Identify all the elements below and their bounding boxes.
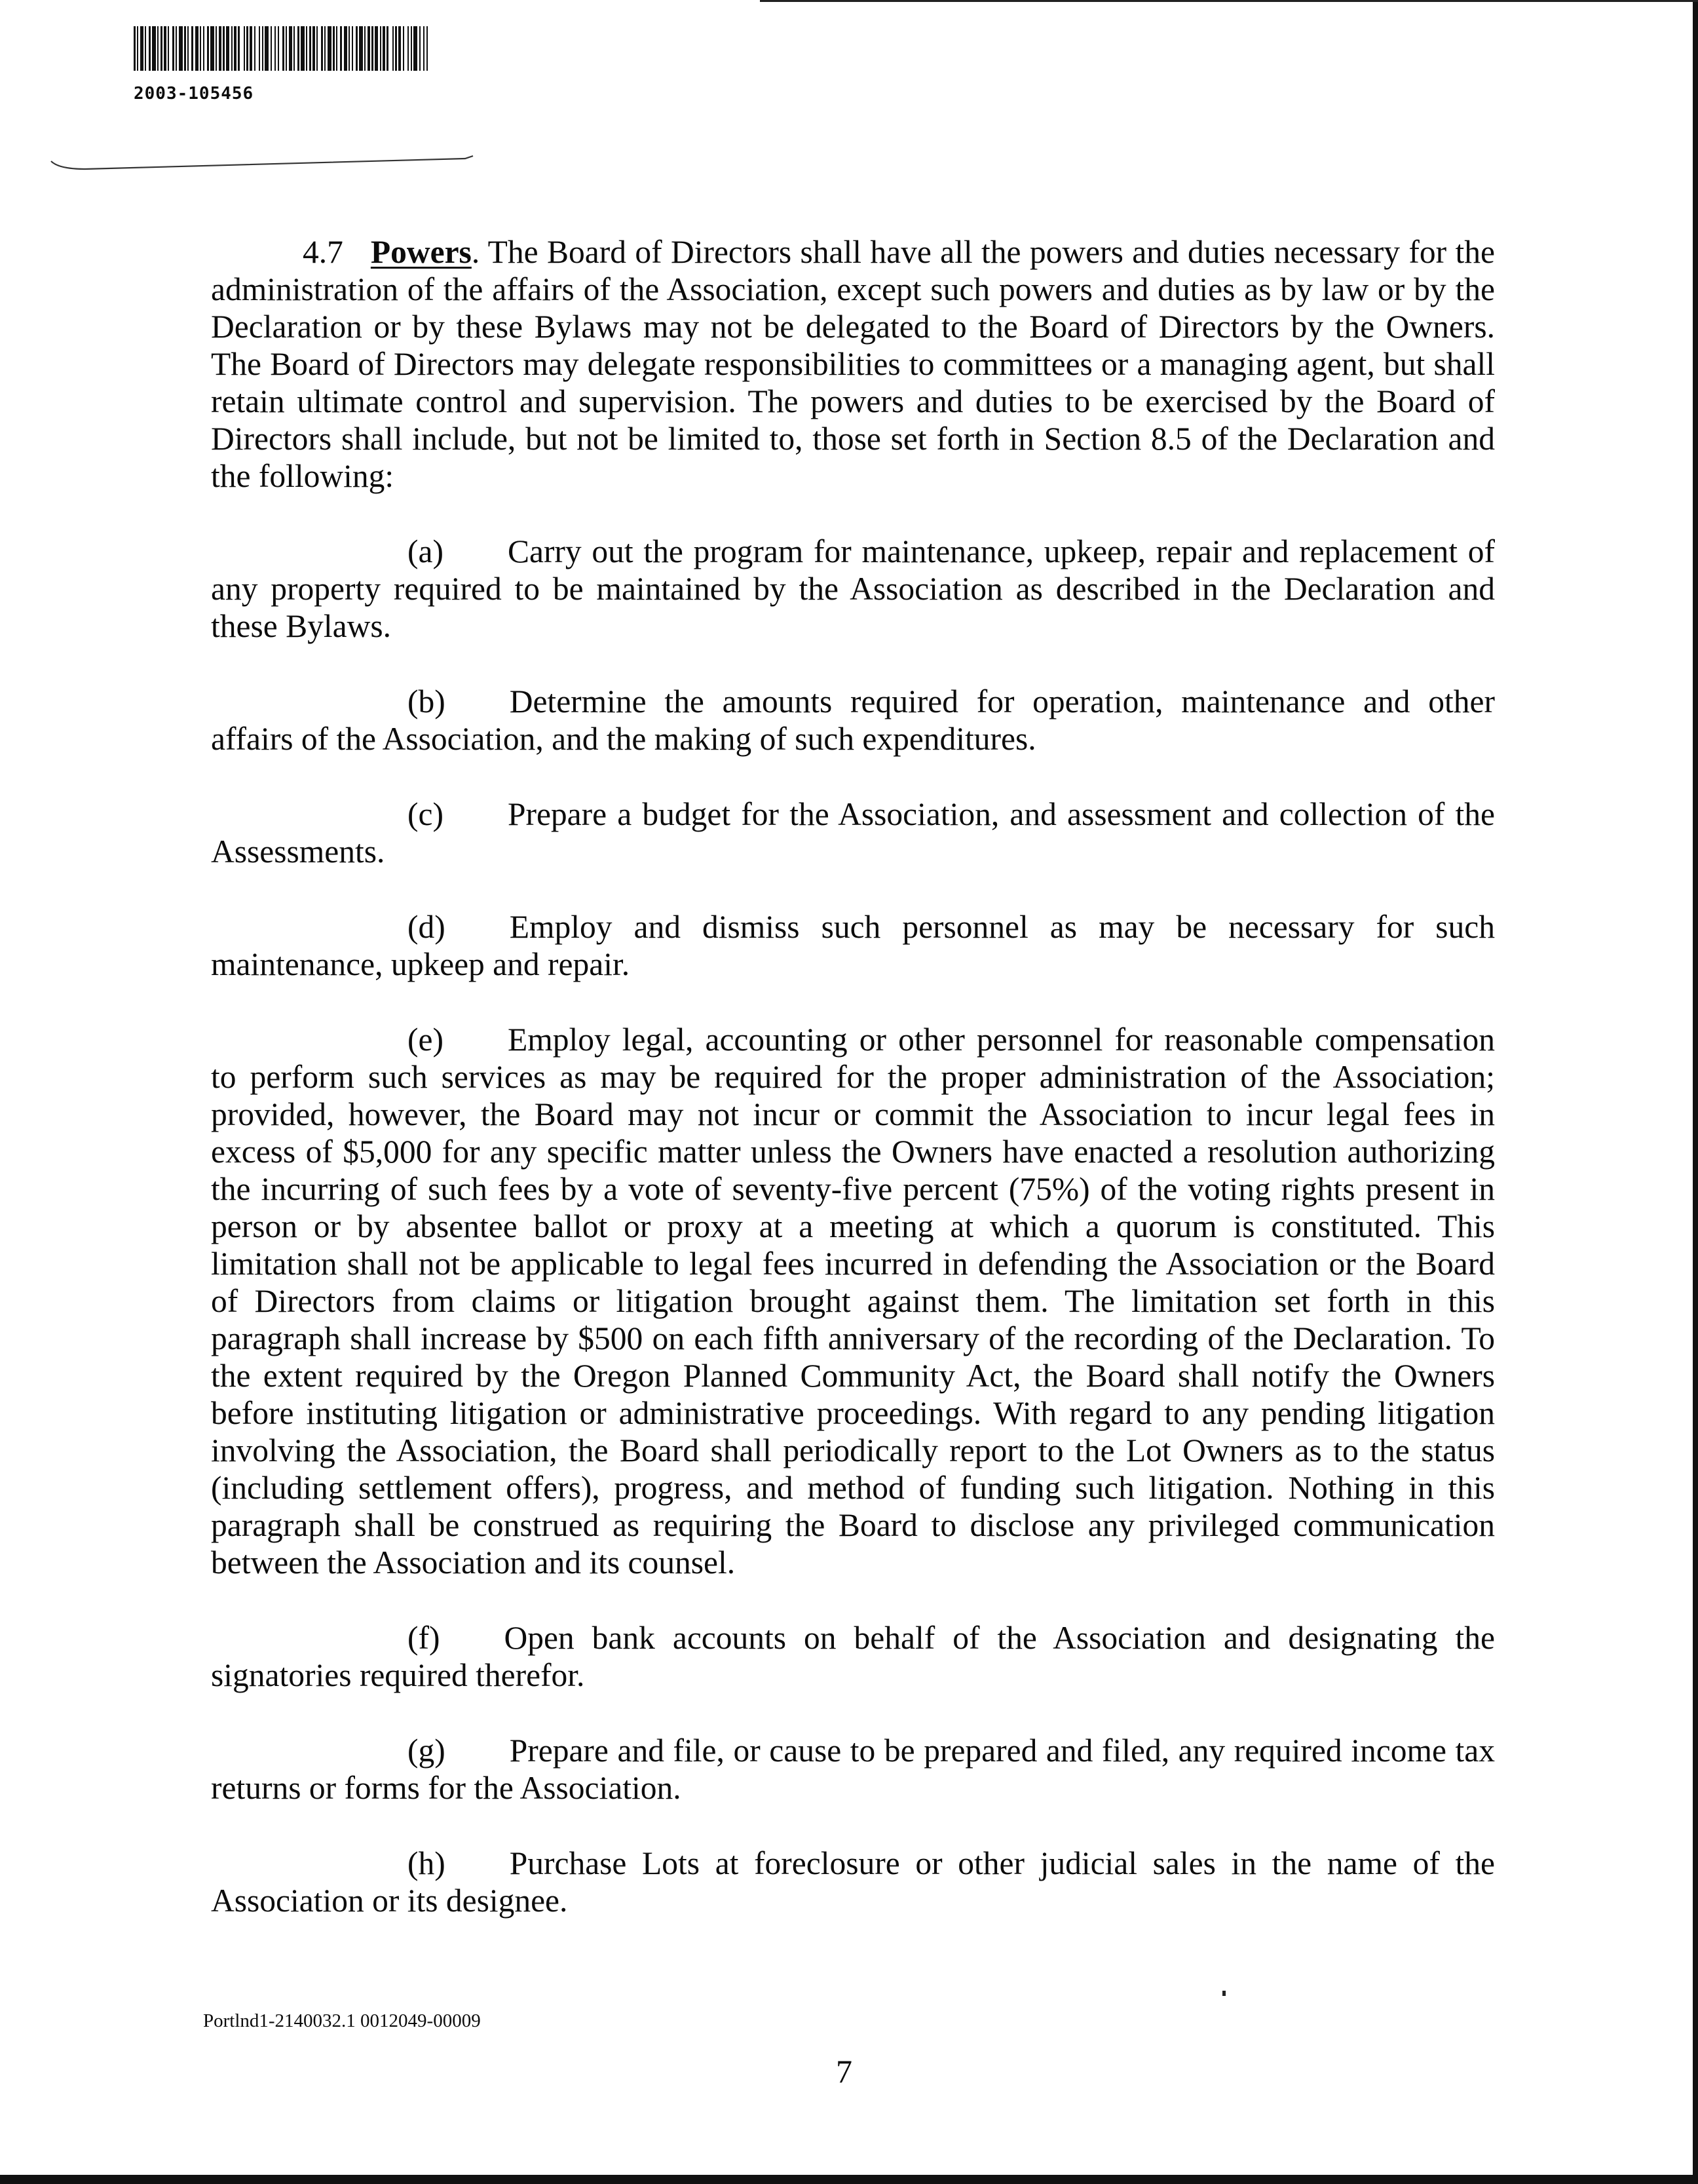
barcode-bar: [403, 26, 404, 71]
barcode-bar: [316, 26, 318, 71]
item-label: (c): [407, 796, 443, 832]
barcode-bar: [210, 26, 214, 71]
barcode: [134, 26, 431, 71]
item-label: (d): [407, 909, 445, 945]
item-label: (f): [407, 1620, 440, 1656]
barcode-bar: [301, 26, 305, 71]
barcode-bar: [368, 26, 370, 71]
barcode-bar: [383, 26, 385, 71]
barcode-bar: [282, 26, 284, 71]
barcode-bar: [328, 26, 331, 71]
barcode-bar: [321, 26, 323, 71]
item-text: Carry out the program for maintenance, upkeep, repair and replacement of any property required to be maintained by the Association as described in the Declaration and these Bylaws.: [211, 533, 1495, 644]
list-item: [211, 683, 1495, 757]
item-text: Determine the amounts required for operation, maintenance and other affairs of the Association, and the making of such expenditures.: [211, 683, 1495, 757]
barcode-bar: [271, 26, 272, 71]
barcode-bar: [380, 26, 381, 71]
barcode-bar: [200, 26, 201, 71]
barcode-bar: [274, 26, 276, 71]
item-label: (b): [407, 683, 445, 719]
section-number: 4.7: [303, 234, 343, 270]
item-text: Prepare and file, or cause to be prepared and filed, any required income tax returns or forms for the Association.: [211, 1733, 1495, 1806]
barcode-bar: [286, 26, 287, 71]
barcode-bar: [312, 26, 315, 71]
barcode-bar: [411, 26, 412, 71]
barcode-bar: [364, 26, 366, 71]
barcode-bar: [134, 26, 136, 71]
item-text: Prepare a budget for the Association, and assessment and collection of the Assessments.: [211, 796, 1495, 870]
document-body: [211, 233, 1495, 1957]
barcode-bar: [324, 26, 326, 71]
list-item: [211, 1619, 1495, 1694]
barcode-bar: [191, 26, 193, 71]
barcode-number: 2003-105456: [134, 84, 254, 104]
barcode-bar: [392, 26, 394, 71]
barcode-bar: [398, 26, 401, 71]
item-label: (e): [407, 1022, 443, 1058]
barcode-bar: [254, 26, 255, 71]
barcode-bar: [333, 26, 335, 71]
barcode-bar: [395, 26, 397, 71]
scan-top-rule: [760, 0, 1698, 2]
list-item: [211, 908, 1495, 983]
list-item: [211, 1845, 1495, 1919]
barcode-bar: [289, 26, 292, 71]
barcode-bar: [216, 26, 217, 71]
list-item: [211, 795, 1495, 870]
barcode-bar: [265, 26, 269, 71]
item-text: Employ legal, accounting or other personnel for reasonable compensation to perform such services as may be required for the proper administration of the Association; provided, however, the Board may not incur or commit the Association to incur legal fees in excess of $5,000 for any specific matter unless the Owners have enacted a resolution authorizing the incurring of such fees by a vote of seventy-five percent (75%) of the voting rights present in person or by absentee ballot or proxy at a meeting at which a quorum is constituted. This limitation shall not be applicable to legal fees incurred in defending the Association or the Board of Directors from claims or litigation brought against them. The limitation set forth in this paragraph shall increase by $500 on each fifth anniversary of the recording of the Declaration. To the extent required by the Oregon Planned Community Act, the Board shall notify the Owners before instituting litigation or administrative proceedings. With regard to any pending litigation involving the Association, the Board shall periodically report to the Lot Owners as to the status (including settlement offers), progress, and method of funding such litigation. Nothing in this paragraph shall be construed as requiring the Board to disclose any privileged communication between the Association and its counsel.: [211, 1022, 1495, 1581]
barcode-bar: [375, 26, 378, 71]
barcode-bar: [195, 26, 198, 71]
barcode-bar: [140, 26, 143, 71]
barcode-bar: [349, 26, 350, 71]
barcode-bar: [297, 26, 299, 71]
list-item: [211, 1021, 1495, 1581]
barcode-bar: [423, 26, 424, 71]
barcode-bar: [223, 26, 225, 71]
barcode-bar: [371, 26, 373, 71]
item-label: (g): [407, 1733, 445, 1769]
section-paragraph: [211, 233, 1495, 495]
barcode-bar: [231, 26, 233, 71]
barcode-bar: [172, 26, 174, 71]
section-intro: . The Board of Directors shall have all the powers and duties necessary for the administration of the affairs of the Association, except such powers and duties as by law or by the Declaration or by these Bylaws may not be delegated to the Board of Directors by the Owners. The Board of Directors may delegate responsibilities to committees or a managing agent, but shall retain ultimate control and supervision. The powers and duties to be exercised by the Board of Directors shall include, but not be limited to, those set forth in Section 8.5 of the Declaration and the following:: [211, 234, 1495, 494]
list-item: [211, 1732, 1495, 1807]
barcode-bar: [179, 26, 183, 71]
barcode-bar: [246, 26, 248, 71]
barcode-bar: [278, 26, 279, 71]
barcode-bar: [293, 26, 295, 71]
barcode-bar: [259, 26, 260, 71]
barcode-bar: [219, 26, 221, 71]
barcode-bar: [145, 26, 146, 71]
item-label: (h): [407, 1845, 445, 1881]
barcode-bar: [359, 26, 363, 71]
barcode-bar: [157, 26, 159, 71]
barcode-bar: [387, 26, 388, 71]
barcode-bar: [234, 26, 236, 71]
list-item: [211, 533, 1495, 645]
barcode-bar: [203, 26, 204, 71]
barcode-bar: [340, 26, 342, 71]
barcode-bar: [309, 26, 311, 71]
barcode-bar: [344, 26, 347, 71]
section-title: Powers: [370, 234, 472, 270]
barcode-bar: [426, 26, 428, 71]
item-text: Employ and dismiss such personnel as may be necessary for such maintenance, upkeep and repair.: [211, 909, 1495, 982]
barcode-bar: [352, 26, 353, 71]
barcode-bar: [137, 26, 138, 71]
barcode-bar: [419, 26, 421, 71]
barcode-bar: [244, 26, 245, 71]
barcode-bar: [152, 26, 156, 71]
barcode-bar: [250, 26, 252, 71]
footer-document-id: Portlnd1-2140032.1 0012049-00009: [203, 2010, 481, 2031]
barcode-bar: [407, 26, 409, 71]
barcode-bar: [168, 26, 169, 71]
barcode-bar: [160, 26, 162, 71]
barcode-bar: [262, 26, 263, 71]
barcode-bar: [306, 26, 307, 71]
item-text: Open bank accounts on behalf of the Association and designating the signatories required therefor.: [211, 1620, 1495, 1693]
barcode-bar: [187, 26, 189, 71]
barcode-bar: [356, 26, 358, 71]
barcode-bar: [164, 26, 166, 71]
barcode-bar: [413, 26, 417, 71]
barcode-bar: [336, 26, 337, 71]
handwritten-line: [46, 139, 478, 178]
barcode-bar: [184, 26, 186, 71]
item-text: Purchase Lots at foreclosure or other judicial sales in the name of the Association or its designee.: [211, 1845, 1495, 1919]
item-label: (a): [407, 533, 443, 569]
barcode-bar: [226, 26, 229, 71]
barcode-bar: [176, 26, 177, 71]
barcode-bar: [207, 26, 209, 71]
scan-speck: [1222, 1991, 1226, 1996]
barcode-bar: [149, 26, 151, 71]
barcode-bar: [238, 26, 240, 71]
page-number: 7: [836, 2053, 852, 2090]
